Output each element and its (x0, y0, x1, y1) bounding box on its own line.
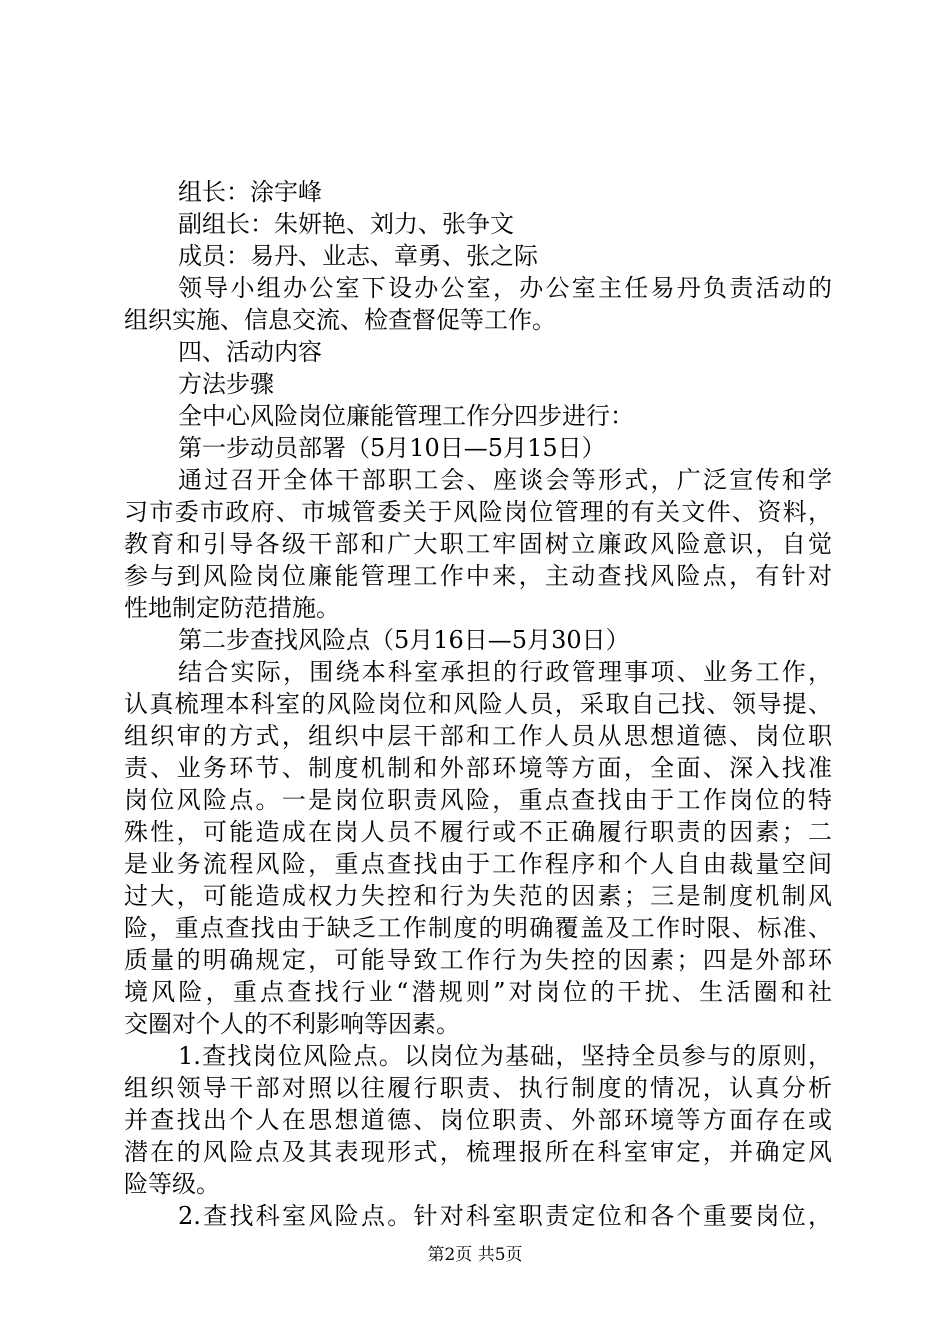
text-line: 殊性，可能造成在岗人员不履行或不正确履行职责的因素；二 (124, 818, 832, 846)
text-line: 习市委市政府、市城管委关于风险岗位管理的有关文件、资料， (124, 498, 832, 526)
text-line: 境风险，重点查找行业“潜规则”对岗位的干扰、生活圈和社 (124, 978, 832, 1006)
text-line: 2.查找科室风险点。针对科室职责定位和各个重要岗位， (178, 1202, 832, 1230)
text-line: 质量的明确规定，可能导致工作行为失控的因素；四是外部环 (124, 946, 832, 974)
text-line: 险，重点查找由于缺乏工作制度的明确覆盖及工作时限、标准、 (124, 914, 832, 942)
text-line: 组织审的方式，组织中层干部和工作人员从思想道德、岗位职 (124, 722, 832, 750)
text-line: 组织领导干部对照以往履行职责、执行制度的情况，认真分析 (124, 1074, 832, 1102)
text-line: 组织实施、信息交流、检查督促等工作。 (124, 306, 556, 334)
text-line: 1.查找岗位风险点。以岗位为基础，坚持全员参与的原则， (178, 1042, 832, 1070)
page-footer: 第2页 共5页 (427, 1245, 523, 1265)
text-line: 教育和引导各级干部和广大职工牢固树立廉政风险意识，自觉 (124, 530, 832, 558)
text-line: 方法步骤 (178, 370, 274, 398)
text-line: 四、活动内容 (178, 338, 322, 366)
text-line: 成员：易丹、业志、章勇、张之际 (178, 242, 538, 270)
text-line: 过大，可能造成权力失控和行为失范的因素；三是制度机制风 (124, 882, 832, 910)
text-line: 并查找出个人在思想道德、岗位职责、外部环境等方面存在或 (124, 1106, 832, 1134)
text-line: 结合实际，围绕本科室承担的行政管理事项、业务工作， (178, 658, 832, 686)
document-body (124, 176, 832, 1232)
text-line: 第一步动员部署（5月10日—5月15日） (178, 434, 606, 462)
text-line: 是业务流程风险，重点查找由于工作程序和个人自由裁量空间 (124, 850, 832, 878)
text-line: 岗位风险点。一是岗位职责风险，重点查找由于工作岗位的特 (124, 786, 832, 814)
text-line: 领导小组办公室下设办公室，办公室主任易丹负责活动的 (178, 274, 832, 302)
text-line: 认真梳理本科室的风险岗位和风险人员，采取自己找、领导提、 (124, 690, 832, 718)
text-line: 通过召开全体干部职工会、座谈会等形式，广泛宣传和学 (178, 466, 832, 494)
text-line: 性地制定防范措施。 (124, 594, 340, 622)
text-line: 责、业务环节、制度机制和外部环境等方面，全面、深入找准 (124, 754, 832, 782)
text-line: 险等级。 (124, 1170, 220, 1198)
text-line: 全中心风险岗位廉能管理工作分四步进行： (178, 402, 634, 430)
text-line: 交圈对个人的不利影响等因素。 (124, 1010, 460, 1038)
text-line: 组长：涂宇峰 (178, 178, 322, 206)
text-line: 潜在的风险点及其表现形式，梳理报所在科室审定，并确定风 (124, 1138, 832, 1166)
text-line: 参与到风险岗位廉能管理工作中来，主动查找风险点，有针对 (124, 562, 832, 590)
text-line: 第二步查找风险点（5月16日—5月30日） (178, 626, 630, 654)
text-line: 副组长：朱妍艳、刘力、张争文 (178, 210, 514, 238)
